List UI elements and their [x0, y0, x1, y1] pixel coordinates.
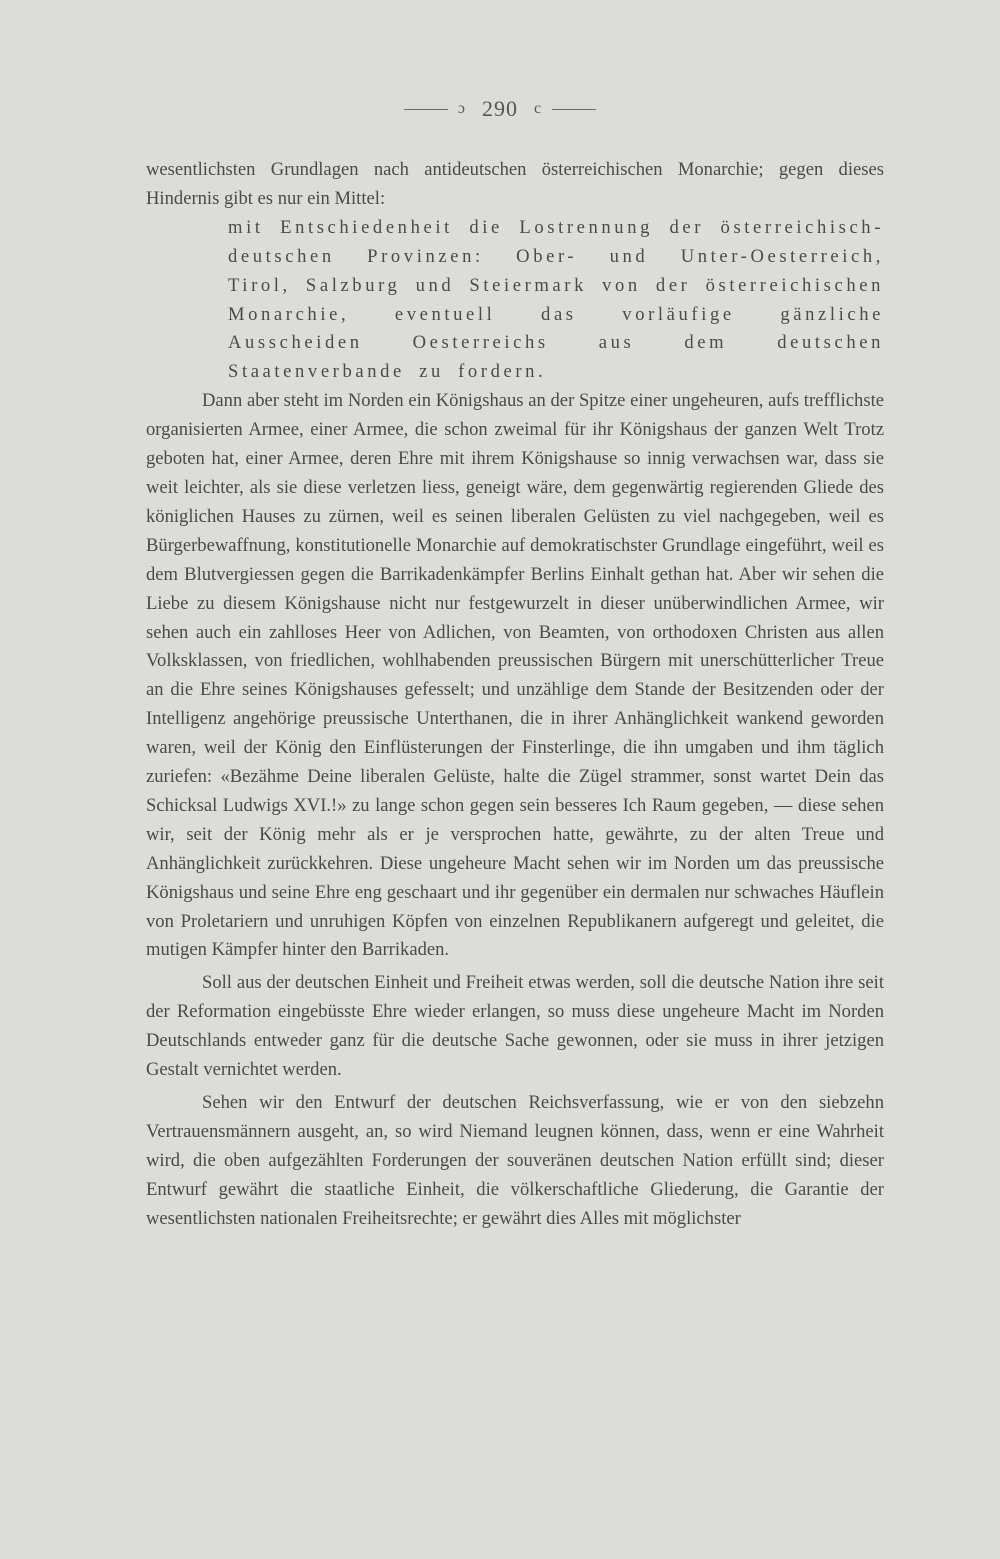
header-rule-left [404, 109, 448, 110]
page-header [0, 96, 1000, 122]
page-body [146, 156, 884, 1234]
page-number: 290 [482, 96, 518, 121]
header-ornament-left: ɔ [457, 100, 466, 117]
paragraph-continuation: wesentlichsten Grundlagen nach antideutschen österreichischen Monarchie; gegen dieses Hindernis gibt es nur ein Mittel: [146, 159, 884, 209]
header-ornament-right: c [534, 100, 543, 117]
paragraph-kingdom-north: Dann aber steht im Norden ein Königshaus an der Spitze einer ungeheuren, aufs trefflichste organisierten Armee, einer Armee, die schon zweimal für ihr Königshaus der ganzen Welt Trotz geboten hat, einer Armee, deren Ehre mit ihrem Königshause so innig verwachsen war, dass sie weit leichter, als sie diese verletzen liess, geneigt wäre, dem gegenwärtig regierenden Gliede des königlichen Hauses zu zürnen, weil es seinen liberalen Gelüsten zu viel nachgegeben, weil es Bürgerbewaffnung, konstitutionelle Monarchie auf demokratischster Grundlage eingeführt, weil es dem Blutvergiessen gegen die Barrikadenkämpfer Berlins Einhalt gethan hat. Aber wir sehen die Liebe zu diesem Königshause nicht nur festgewurzelt in dieser unüberwindlichen Armee, wir sehen auch ein zahlloses Heer von Adlichen, von Beamten, von orthodoxen Christen aus allen Volksklassen, von friedlichen, wohlhabenden preussischen Bürgern mit unerschütterlicher Treue an die Ehre seines Königshauses gefesselt; und unzählige dem Stande der Besitzenden oder der Intelligenz angehörige preussische Unterthanen, die in ihrer Anhänglichkeit wankend geworden waren, weil der König den Einflüsterungen der Finsterlinge, die ihn umgaben und ihm täglich zuriefen: «Bezähme Deine liberalen Gelüste, halte die Zügel strammer, sonst wartet Dein das Schicksal Ludwigs XVI.!» zu lange schon gegen sein besseres Ich Raum gegeben, — diese sehen wir, seit der König mehr als er je versprochen hatte, gewährte, zu der alten Treue und Anhänglichkeit zurückkehren. Diese ungeheure Macht sehen wir im Norden um das preussische Königshaus und seine Ehre eng geschaart und ihr gegenüber ein dermalen nur schwaches Häuflein von Proletariern und unruhigen Köpfen von einzelnen Republikanern aufgeregt und geleitet, die mutigen Kämpfer hinter den Barrikaden. [146, 390, 884, 961]
paragraph-unity-freedom: Soll aus der deutschen Einheit und Freiheit etwas werden, soll die deutsche Nation ihre seit der Reformation eingebüsste Ehre wieder erlangen, so muss diese ungeheure Macht im Norden Deutschlands entweder ganz für die deutsche Sache gewonnen, oder sie muss in ihrer jetzigen Gestalt vernichtet werden. [146, 972, 884, 1081]
paragraph-emphasized-demand: mit Entschiedenheit die Lostrennung der österreichisch-deutschen Provinzen: Ober- und Unter-Oesterreich, Tirol, Salzburg und Steiermark von der österreichischen Monarchie, eventuell das vorläufige gänzliche Ausscheiden Oesterreichs aus dem deutschen Staatenverbande zu fordern. [228, 216, 884, 383]
header-rule-right [552, 109, 596, 110]
paragraph-constitution-draft: Sehen wir den Entwurf der deutschen Reichsverfassung, wie er von den siebzehn Vertrauensmännern ausgeht, an, so wird Niemand leugnen können, dass, wenn er eine Wahrheit wird, die oben aufgezählten Forderungen der souveränen deutschen Nation erfüllt sind; dieser Entwurf gewährt die staatliche Einheit, die völkerschaftliche Gliederung, die Garantie der wesentlichsten nationalen Freiheitsrechte; er gewährt dies Alles mit möglichster [146, 1092, 884, 1229]
